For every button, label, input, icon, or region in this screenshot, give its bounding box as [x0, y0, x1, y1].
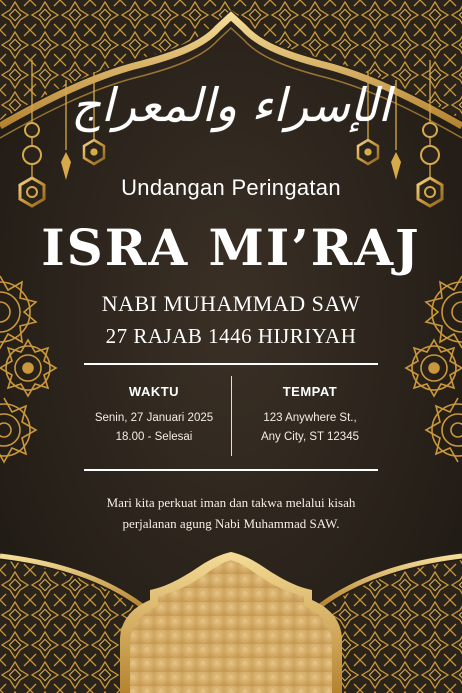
prophet-name: NABI MUHAMMAD SAW — [101, 291, 361, 316]
place-address-line2: Any City, ST 12345 — [260, 431, 359, 443]
arabic-calligraphy-title: الإسراء والمعراج — [71, 78, 391, 132]
invitation-subtitle: Undangan Peringatan — [121, 175, 341, 200]
event-title: ISRA MI’RAJ — [41, 218, 421, 277]
time-day: Senin, 27 Januari 2025 — [94, 412, 214, 424]
divider-bottom — [84, 469, 378, 471]
place-info — [220, 384, 400, 447]
hijri-date: 27 RAJAB 1446 HIJRIYAH — [105, 324, 357, 348]
message-line-2: perjalanan agung Nabi Muhammad SAW. — [122, 516, 340, 531]
time-heading: WAKTU — [128, 384, 180, 399]
invitation-message — [60, 492, 402, 534]
place-heading: TEMPAT — [282, 384, 338, 399]
time-info — [64, 384, 244, 447]
message-line-1: Mari kita perkuat iman dan takwa melalui kisah — [106, 495, 356, 510]
time-hours: 18.00 - Selesai — [115, 431, 193, 443]
place-address-line1: 123 Anywhere St., — [263, 412, 357, 424]
divider-top — [84, 363, 378, 365]
